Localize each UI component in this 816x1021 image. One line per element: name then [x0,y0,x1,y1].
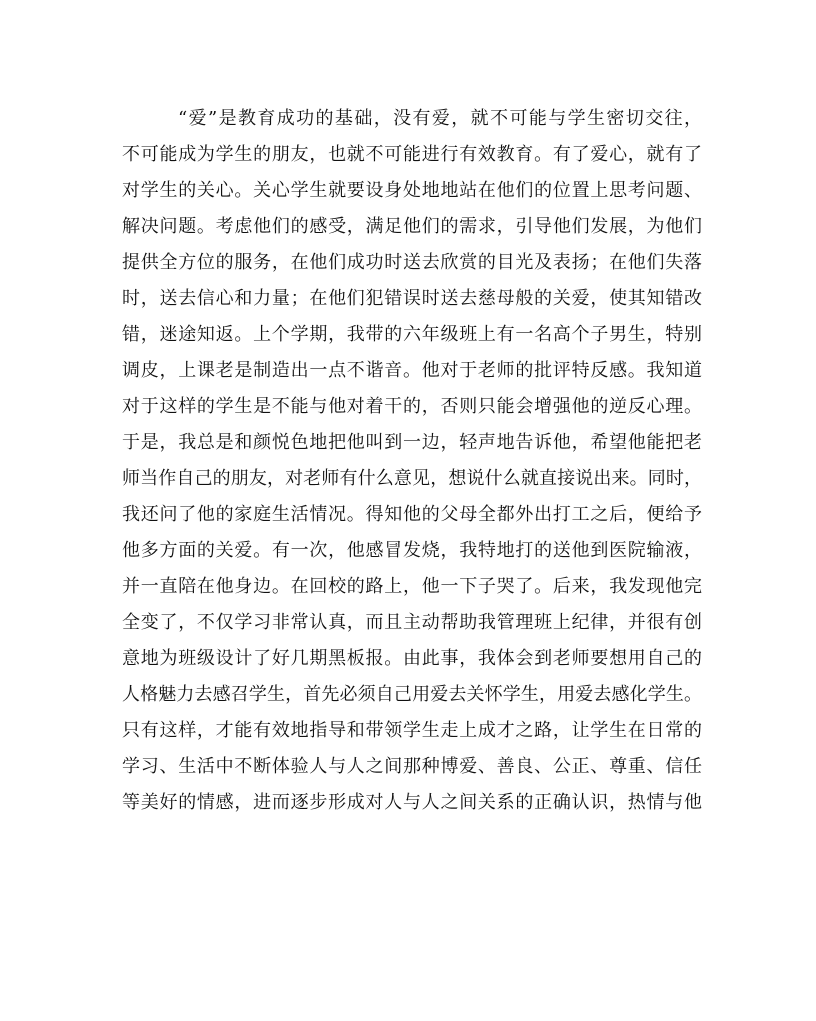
paragraph-line: 提供全方位的服务，在他们成功时送去欣赏的目光及表扬；在他们失落 [122,252,702,273]
paragraph-line: “爱”是教育成功的基础，没有爱，就不可能与学生密切交往， [178,108,702,129]
paragraph-line: 学习、生活中不断体验人与人之间那种博爱、善良、公正、尊重、信任 [122,756,702,777]
paragraph-line: 错，迷途知返。上个学期，我带的六年级班上有一名高个子男生，特别 [122,324,702,345]
paragraph-line: 解决问题。考虑他们的感受，满足他们的需求，引导他们发展，为他们 [122,216,702,237]
paragraph-line: 人格魅力去感召学生，首先必须自己用爱去关怀学生，用爱去感化学生。 [122,684,702,705]
paragraph-line: 于是，我总是和颜悦色地把他叫到一边，轻声地告诉他，希望他能把老 [122,432,702,453]
paragraph-line: 对学生的关心。关心学生就要设身处地地站在他们的位置上思考问题、 [122,180,702,201]
paragraph-line: 他多方面的关爱。有一次，他感冒发烧，我特地打的送他到医院输液， [122,540,702,561]
paragraph-line: 对于这样的学生是不能与他对着干的，否则只能会增强他的逆反心理。 [122,396,702,417]
paragraph-line: 等美好的情感，进而逐步形成对人与人之间关系的正确认识，热情与他 [122,792,702,813]
paragraph-line: 师当作自己的朋友，对老师有什么意见，想说什么就直接说出来。同时， [122,468,702,489]
body-paragraph [122,101,702,821]
paragraph-line: 时，送去信心和力量；在他们犯错误时送去慈母般的关爱，使其知错改 [122,288,702,309]
paragraph-line: 调皮，上课老是制造出一点不谐音。他对于老师的批评特反感。我知道 [122,360,702,381]
paragraph-line: 只有这样，才能有效地指导和带领学生走上成才之路，让学生在日常的 [122,720,702,741]
paragraph-line: 全变了，不仅学习非常认真，而且主动帮助我管理班上纪律，并很有创 [122,612,702,633]
paragraph-line: 不可能成为学生的朋友，也就不可能进行有效教育。有了爱心，就有了 [122,144,702,165]
paragraph-line: 意地为班级设计了好几期黑板报。由此事，我体会到老师要想用自己的 [122,648,702,669]
paragraph-line: 我还问了他的家庭生活情况。得知他的父母全都外出打工之后，便给予 [122,504,702,525]
paragraph-line: 并一直陪在他身边。在回校的路上，他一下子哭了。后来，我发现他完 [122,576,702,597]
